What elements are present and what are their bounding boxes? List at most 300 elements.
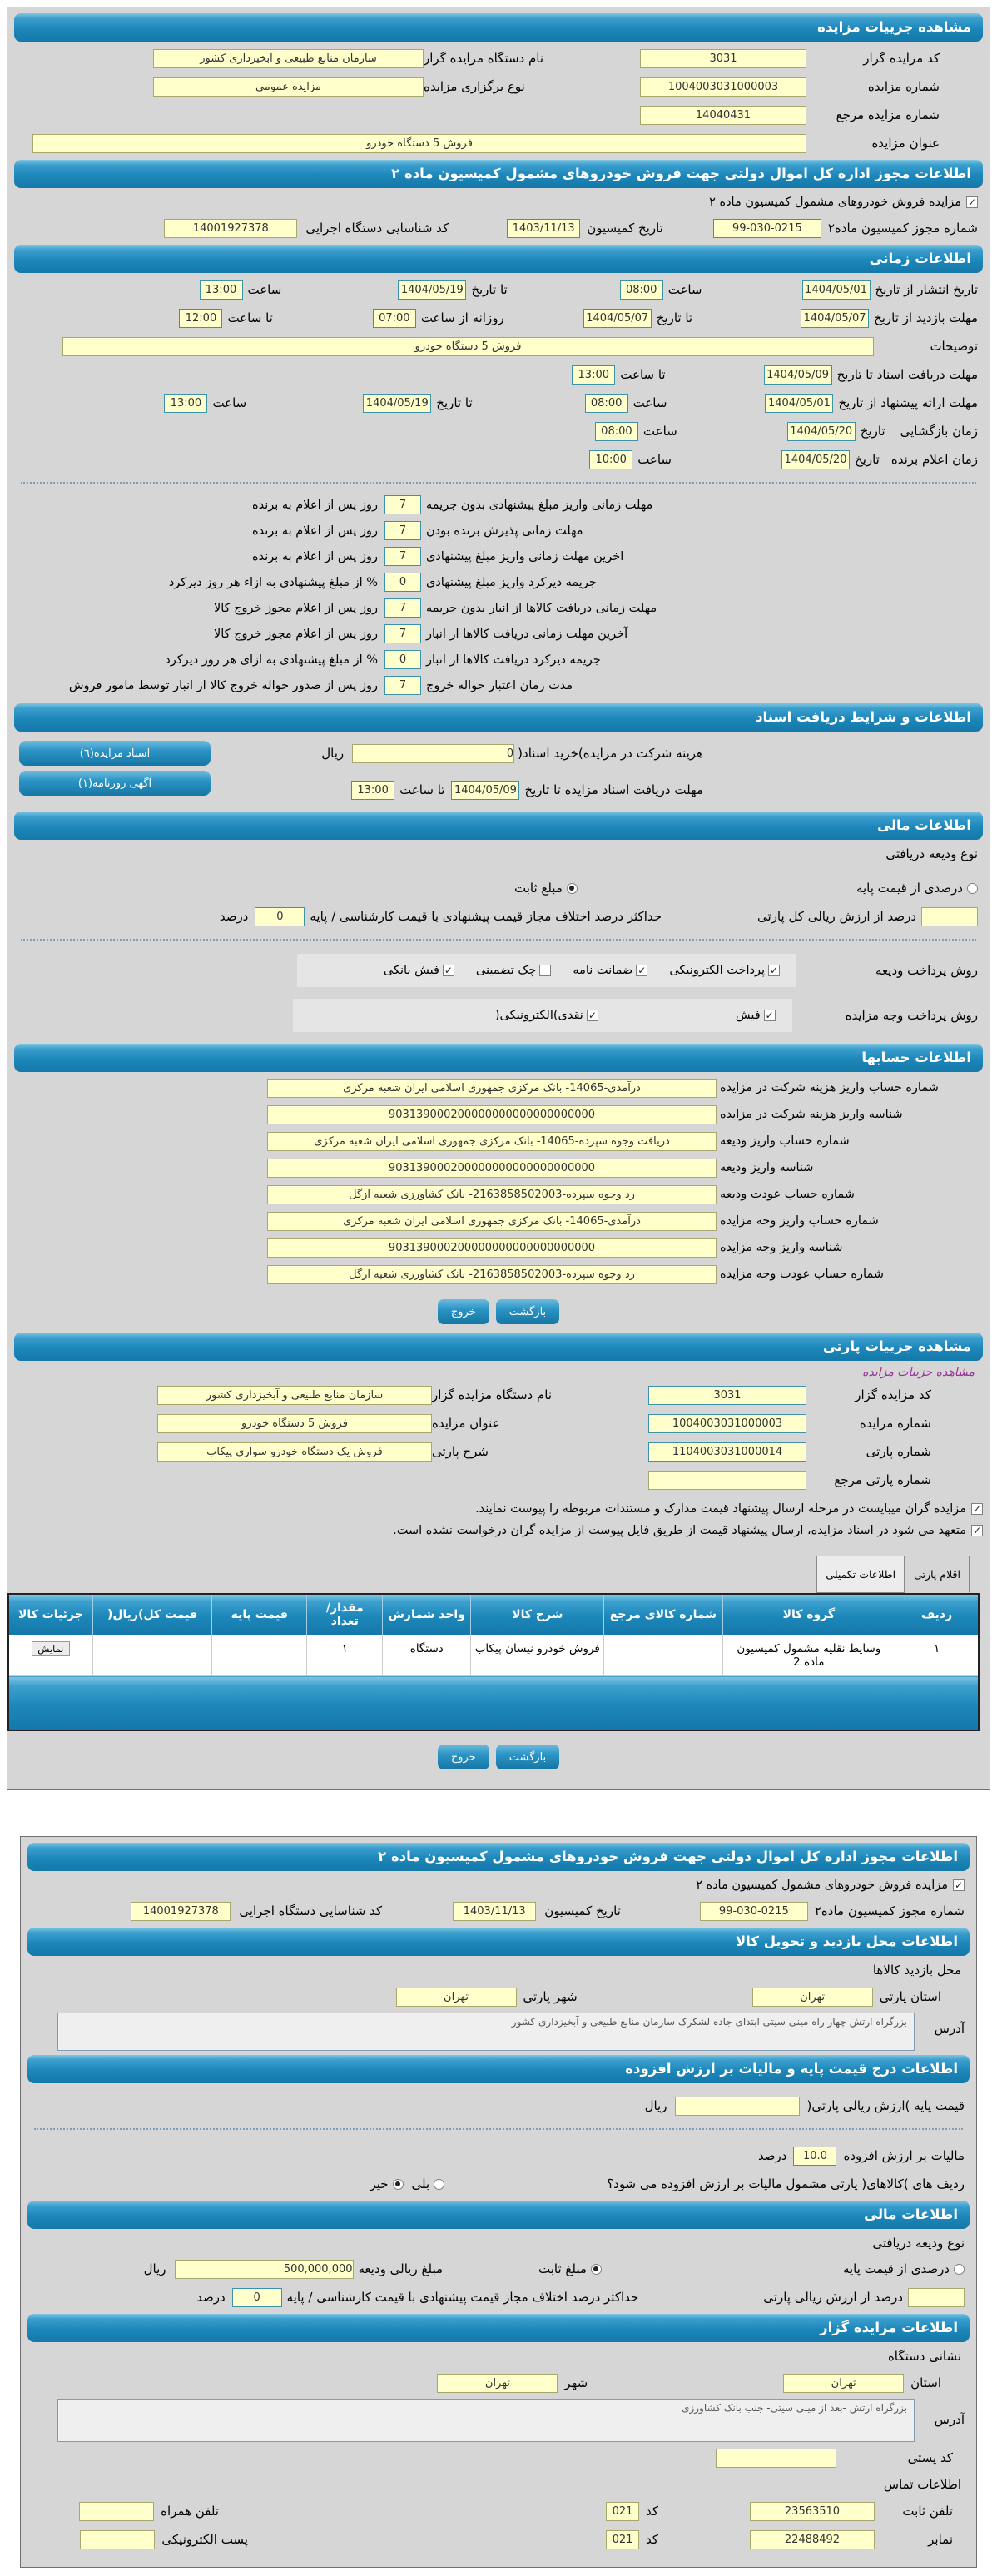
auction-number-field[interactable]: 1004003031000003 bbox=[640, 77, 806, 97]
secured-check-checkbox[interactable] bbox=[539, 965, 551, 976]
visit-to-date-field[interactable]: 1404/05/07 bbox=[583, 309, 652, 328]
penalty-row bbox=[19, 571, 709, 593]
fax-code-label: کد bbox=[645, 2532, 658, 2547]
accounts-block bbox=[9, 1076, 988, 1286]
account-row bbox=[19, 1263, 978, 1286]
commission2-date-field[interactable]: 1403/11/13 bbox=[453, 1902, 536, 1921]
permit2-checkbox-row bbox=[32, 1875, 965, 1895]
docs-receive-hour-label: تا ساعت bbox=[620, 367, 666, 382]
auctioneer-name-label: نام دستگاه مزایده گزار bbox=[424, 51, 544, 66]
col-ref-number: شماره کالای مرجع bbox=[604, 1594, 722, 1635]
penalty-row bbox=[19, 674, 709, 697]
deposit-amount-field[interactable]: 500,000,000 bbox=[175, 2260, 354, 2279]
col-goods-details: جزئیات کالا bbox=[8, 1594, 92, 1635]
penalty-value-field[interactable]: 0 bbox=[384, 573, 421, 592]
party-row-2 bbox=[19, 1411, 978, 1436]
fish-checkbox[interactable] bbox=[764, 1010, 776, 1021]
docs-deadline-date-field[interactable]: 1404/05/09 bbox=[451, 781, 519, 800]
penalty-label: مهلت زمانی دریافت کالاها از انبار بدون جریمه bbox=[426, 601, 657, 615]
docs-receive-date-field[interactable]: 1404/05/09 bbox=[764, 365, 832, 385]
winner-date-field[interactable]: 1404/05/20 bbox=[781, 450, 850, 469]
docs-terms-block bbox=[19, 736, 978, 807]
daily-from-hour-label: روزانه از ساعت bbox=[420, 310, 504, 325]
percent-of-base-radio-2[interactable] bbox=[954, 2264, 965, 2275]
deposit2-radio-row bbox=[32, 2256, 965, 2281]
vat-no-radio[interactable] bbox=[393, 2179, 404, 2190]
party-province-field[interactable]: تهران bbox=[752, 1988, 873, 2007]
divider bbox=[34, 2128, 963, 2130]
offer-to-date-field[interactable]: 1404/05/19 bbox=[363, 394, 431, 413]
cell-quantity: ۱ bbox=[307, 1635, 383, 1676]
offer-label: مهلت ارائه پیشنهاد از تاریخ bbox=[838, 395, 978, 410]
exec-code-field[interactable]: 14001927378 bbox=[164, 219, 297, 238]
party-checkbox-row-2 bbox=[14, 1521, 983, 1541]
cell-total-price bbox=[92, 1635, 212, 1676]
penalty-value-field[interactable]: 7 bbox=[384, 624, 421, 643]
docs-receive-row bbox=[19, 362, 978, 387]
base-price-row bbox=[32, 2093, 965, 2118]
party-auction-title-label: عنوان مزایده bbox=[432, 1416, 500, 1431]
account-value-field[interactable]: درآمدی-14065- بانک مرکزی جمهوری اسلامی ایران شعبه مرکزی bbox=[267, 1079, 717, 1098]
base-price-field[interactable] bbox=[675, 2097, 800, 2116]
permit2-no-label: شماره مجوز کمیسیون ماده۲ bbox=[814, 1903, 965, 1918]
article2-auction-checkbox[interactable] bbox=[966, 196, 978, 208]
account-label: شناسه واریز هزینه شرکت در مزایده bbox=[720, 1108, 903, 1121]
account-row bbox=[19, 1076, 978, 1099]
penalty-value-field[interactable]: 7 bbox=[384, 495, 421, 514]
publish-hour-label-2: ساعت bbox=[247, 282, 282, 297]
section-header-financial-1: اطلاعات مالی bbox=[14, 812, 983, 840]
guarantee-label: ضمانت نامه bbox=[573, 964, 633, 977]
fee-label: هزینه شرکت در مزایده)خرید اسناد( bbox=[518, 746, 703, 761]
no-file-request-checkbox[interactable] bbox=[971, 1525, 983, 1536]
account-row bbox=[19, 1209, 978, 1233]
commission-date-label: تاریخ کمیسیون bbox=[587, 221, 663, 236]
party-checkbox-row-1 bbox=[14, 1499, 983, 1519]
vat-yes-label: بلی bbox=[411, 2176, 430, 2191]
penalty-value-field[interactable]: 7 bbox=[384, 598, 421, 618]
account-value-field[interactable]: 903139000200000000000000000000 bbox=[267, 1105, 717, 1124]
epay-checkbox[interactable] bbox=[768, 965, 780, 976]
permit-no-label: شماره مجوز کمیسیون ماده۲ bbox=[827, 221, 978, 236]
penalty-suffix: % از مبلغ پیشنهادی به ازاء هر روز دیرکرد bbox=[168, 575, 378, 589]
vat-field[interactable]: 10.0 bbox=[793, 2147, 836, 2166]
publish-to-date-label: تا تاریخ bbox=[471, 282, 508, 297]
party-no-label: شماره پارتی bbox=[866, 1444, 931, 1459]
party-auction-no-field[interactable]: 1004003031000003 bbox=[648, 1414, 806, 1433]
col-quantity: مقدار/ تعداد bbox=[307, 1594, 383, 1635]
deposit2-percent-field[interactable] bbox=[908, 2288, 965, 2307]
col-unit: واحد شمارش bbox=[383, 1594, 471, 1635]
postal-code-label: کد پستی bbox=[907, 2450, 953, 2465]
visit-date-label: مهلت بازدید از تاریخ bbox=[874, 310, 978, 325]
deposit-payment-options bbox=[297, 954, 796, 987]
exit-button[interactable]: خروج bbox=[438, 1299, 489, 1324]
auction-basic-row-2 bbox=[19, 74, 978, 99]
party-address-field[interactable]: بزرگراه ارتش چهار راه مینی سیتی ابتدای جاده لشکرک سازمان منابع طبیعی و آبخیزداری کشور bbox=[57, 2013, 915, 2051]
section-header-accounts: اطلاعات حسابها bbox=[14, 1044, 983, 1072]
percent-of-base-label-2: درصدی از قیمت پایه bbox=[842, 2261, 950, 2276]
exec-code-label: کد شناسایی دستگاه اجرایی bbox=[305, 221, 449, 236]
org-city-label: شهر bbox=[564, 2375, 588, 2390]
fee-row bbox=[211, 741, 978, 766]
cash-electronic-checkbox[interactable] bbox=[587, 1010, 598, 1021]
auction-basic-row-1 bbox=[19, 46, 978, 71]
fax-field[interactable]: 22488492 bbox=[750, 2530, 875, 2549]
penalty-row bbox=[19, 545, 709, 568]
party-row-4 bbox=[19, 1467, 978, 1492]
description-row bbox=[19, 334, 978, 359]
auctioneer-code-field[interactable]: 3031 bbox=[640, 49, 806, 68]
penalty-row bbox=[19, 648, 709, 671]
auction-basic-row-4 bbox=[19, 131, 978, 156]
guarantee-checkbox[interactable] bbox=[636, 965, 647, 976]
docs-side-buttons bbox=[19, 736, 211, 807]
docs-deadline-label: مهلت دریافت اسناد مزایده تا تاریخ bbox=[524, 782, 703, 797]
org-address-field[interactable]: بزرگراه ارتش -بعد از مینی سیتی- جنب بانک کشاورزی bbox=[57, 2399, 915, 2442]
penalty-label: مهلت زمانی واریز مبلغ پیشنهادی بدون جریمه bbox=[426, 498, 653, 512]
visit-to-date-label: تا تاریخ bbox=[656, 310, 693, 325]
docs-deadline-hour-label: تا ساعت bbox=[399, 782, 445, 797]
auction-details-link[interactable]: مشاهده جزییات مزایده bbox=[862, 1366, 975, 1379]
auction-documents-button[interactable]: اسناد مزایده(٦) bbox=[19, 741, 211, 766]
auction-title-field[interactable]: فروش 5 دستگاه خودرو bbox=[32, 134, 806, 153]
attach-docs-checkbox[interactable] bbox=[971, 1503, 983, 1515]
publish-from-date-field[interactable]: 1404/05/01 bbox=[802, 280, 871, 300]
table-footer-band bbox=[8, 1676, 979, 1731]
winner-label: زمان اعلام برنده bbox=[890, 452, 978, 467]
fixed-amount-label-2: مبلغ ثابت bbox=[538, 2261, 587, 2276]
penalty-label: مهلت زمانی پذیرش برنده بودن bbox=[426, 524, 583, 538]
penalty-row bbox=[19, 494, 709, 516]
visit-to-hour-label: تا ساعت bbox=[227, 310, 273, 325]
epay-label: پرداخت الکترونیکی bbox=[669, 964, 765, 977]
publish-to-time-field[interactable]: 13:00 bbox=[200, 280, 243, 300]
max-diff-field[interactable]: 0 bbox=[255, 907, 305, 926]
article2-auction-label: مزایده فروش خودروهای مشمول کمیسیون ماده ۲ bbox=[709, 196, 961, 209]
party-province-label: استان پارتی bbox=[879, 1989, 941, 2004]
email-label: پست الکترونیکی bbox=[161, 2532, 248, 2547]
fixed-amount-label: مبلغ ثابت bbox=[514, 881, 563, 896]
max-diff-field-2[interactable]: 0 bbox=[232, 2288, 282, 2307]
back-button[interactable]: بازگشت bbox=[496, 1299, 559, 1324]
auction-type-field[interactable]: مزایده عمومی bbox=[153, 77, 424, 97]
permit2-row bbox=[32, 1898, 965, 1923]
docs-deadline-time-field[interactable]: 13:00 bbox=[351, 781, 394, 800]
penalty-suffix: روز پس از اعلام مجوز خروج کالا bbox=[213, 627, 378, 641]
penalty-value-field[interactable]: 7 bbox=[384, 521, 421, 540]
postal-code-field[interactable] bbox=[716, 2449, 836, 2468]
offer-to-time-field[interactable]: 13:00 bbox=[164, 394, 207, 413]
party-auctioneer-code-label: کد مزایده گزار bbox=[855, 1387, 931, 1402]
panel1-buttons bbox=[9, 1299, 988, 1324]
penalty-suffix: روز پس از اعلام به برنده bbox=[251, 549, 378, 563]
vat-question-row bbox=[32, 2171, 965, 2196]
contact-info-title: اطلاعات تماس bbox=[883, 2477, 961, 2492]
section-header-auction-details: مشاهده جزییات مزایده bbox=[14, 13, 983, 42]
deposit2-type-row bbox=[32, 2233, 965, 2253]
auction-title-label: عنوان مزایده bbox=[871, 136, 940, 151]
offer-from-time-field[interactable]: 08:00 bbox=[585, 394, 628, 413]
org-city-field[interactable]: تهران bbox=[437, 2374, 558, 2393]
tab-party-items[interactable]: اقلام پارتی bbox=[905, 1556, 970, 1593]
exec2-code-label: کد شناسایی دستگاه اجرایی bbox=[239, 1903, 383, 1918]
opening-row bbox=[19, 419, 978, 444]
party-city-field[interactable]: تهران bbox=[396, 1988, 517, 2007]
mobile-label: تلفن همراه bbox=[161, 2504, 219, 2519]
vat-label: مالیات بر ارزش افزوده bbox=[843, 2148, 965, 2163]
fixed-amount-radio[interactable] bbox=[567, 883, 578, 894]
winner-row bbox=[19, 447, 978, 472]
article2-auction-checkbox-2[interactable] bbox=[953, 1879, 965, 1891]
fee-rial-label: ریال bbox=[321, 746, 345, 761]
max-diff-label: حداکثر درصد اختلاف مجاز قیمت پیشنهادی با قیمت کارشناسی / پایه bbox=[310, 909, 662, 924]
cash-electronic-label: نقدی)الکترونیکی( bbox=[494, 1009, 583, 1022]
visit-from-time-field[interactable]: 07:00 bbox=[373, 309, 416, 328]
deposit-percent-row bbox=[19, 904, 978, 929]
account-value-field[interactable]: 903139000200000000000000000000 bbox=[267, 1159, 717, 1178]
account-row bbox=[19, 1156, 978, 1179]
auction-payment-options bbox=[293, 999, 792, 1032]
penalty-label: جریمه دیرکرد واریز مبلغ پیشنهادی bbox=[426, 575, 597, 589]
deposit-type-row bbox=[19, 844, 978, 864]
auctioneer-code-label: کد مزایده گزار bbox=[863, 51, 940, 66]
penalty-row bbox=[19, 623, 709, 645]
party-row-3 bbox=[19, 1439, 978, 1464]
account-value-field[interactable]: درآمدی-14065- بانک مرکزی جمهوری اسلامی ایران شعبه مرکزی bbox=[267, 1212, 717, 1231]
winner-hour-label: ساعت bbox=[637, 452, 672, 467]
party-ref-label: شماره پارتی مرجع bbox=[834, 1472, 931, 1487]
penalty-block bbox=[9, 494, 988, 697]
deposit-percent-field[interactable] bbox=[921, 907, 978, 926]
vat-question-label: ردیف های )کالاهای( پارتی مشمول مالیات بر ارزش افزوده می شود؟ bbox=[607, 2176, 965, 2191]
publish-date-row bbox=[19, 277, 978, 302]
deposit2-type-label: نوع ودیعه دریافتی bbox=[872, 2236, 965, 2251]
party-city-label: شهر پارتی bbox=[523, 1989, 578, 2004]
penalty-label: مدت زمان اعتبار حواله خروج bbox=[426, 678, 573, 692]
winner-date-word: تاریخ bbox=[855, 452, 880, 467]
party-auctioneer-name-label: نام دستگاه مزایده گزار bbox=[432, 1387, 553, 1402]
phone-field[interactable]: 23563510 bbox=[750, 2502, 875, 2521]
party-items-table bbox=[7, 1593, 980, 1731]
party-row-1 bbox=[19, 1382, 978, 1407]
secured-check-label: چک تضمینی bbox=[475, 964, 537, 977]
tab-extra-info[interactable]: اطلاعات تکمیلی bbox=[816, 1556, 905, 1593]
visit-date-row bbox=[19, 305, 978, 330]
fax-row bbox=[32, 2527, 965, 2552]
party-address-label: آدرس bbox=[934, 2021, 965, 2036]
commission-date-field[interactable]: 1403/11/13 bbox=[507, 219, 580, 238]
org-address-row bbox=[32, 2399, 965, 2442]
deposit2-percent-row bbox=[32, 2285, 965, 2310]
opening-date-field[interactable]: 1404/05/20 bbox=[787, 422, 856, 441]
deposit-amount-label: مبلغ ریالی ودیعه bbox=[358, 2261, 443, 2276]
auction-ref-field[interactable]: 14040431 bbox=[640, 106, 806, 125]
account-label: شماره حساب عودت وجه مزایده bbox=[720, 1268, 884, 1281]
description-field[interactable]: فروش 5 دستگاه خودرو bbox=[62, 337, 874, 356]
org-address-title: نشانی دستگاه bbox=[887, 2349, 961, 2364]
deposit-percent-label: درصد از ارزش ریالی کل پارتی bbox=[757, 909, 916, 924]
base-price-rial-label: ریال bbox=[644, 2098, 667, 2113]
account-value-field[interactable]: رد وجوه سپرده-2163858502003- بانک کشاورزی شعبه ازگل bbox=[267, 1185, 717, 1204]
cell-goods-group: وسایط نقلیه مشمول کمیسیون ماده 2 bbox=[722, 1635, 895, 1676]
bank-slip-checkbox[interactable] bbox=[443, 965, 454, 976]
percent-of-base-label: درصدی از قیمت پایه bbox=[856, 881, 963, 896]
section-header-party-details: مشاهده جزییات پارتی bbox=[14, 1333, 983, 1361]
offer-from-date-field[interactable]: 1404/05/01 bbox=[765, 394, 833, 413]
auction-ref-label: شماره مزایده مرجع bbox=[836, 107, 940, 122]
publish-from-time-field[interactable]: 08:00 bbox=[620, 280, 663, 300]
show-details-button[interactable]: نمایش bbox=[32, 1641, 69, 1656]
opening-time-field[interactable]: 08:00 bbox=[595, 422, 638, 441]
exit-button[interactable]: خروج bbox=[438, 1745, 489, 1769]
description-label: توضیحات bbox=[930, 339, 978, 354]
party-auctioneer-name-field[interactable]: سازمان منابع طبیعی و آبخیزداری کشور bbox=[157, 1386, 432, 1405]
party-auction-title-field[interactable]: فروش 5 دستگاه خودرو bbox=[157, 1414, 432, 1433]
section-header-timing: اطلاعات زمانی bbox=[14, 245, 983, 273]
permit-no-field[interactable]: 99-030-0215 bbox=[713, 219, 821, 238]
phone-row bbox=[32, 2499, 965, 2524]
mobile-field[interactable] bbox=[79, 2502, 154, 2521]
auction-detail-panel bbox=[7, 7, 990, 1790]
auction-type-label: نوع برگزاری مزایده bbox=[424, 79, 525, 94]
docs-receive-label: مهلت دریافت اسناد تا تاریخ bbox=[836, 367, 978, 382]
account-label: شماره حساب واریز هزینه شرکت در مزایده bbox=[720, 1081, 939, 1094]
account-row bbox=[19, 1103, 978, 1126]
penalty-row bbox=[19, 519, 709, 542]
vat-row bbox=[32, 2143, 965, 2168]
account-value-field[interactable]: دریافت وجوه سپرده-14065- بانک مرکزی جمهوری اسلامی ایران شعبه مرکزی bbox=[267, 1132, 717, 1151]
exec2-code-field[interactable]: 14001927378 bbox=[131, 1902, 231, 1921]
auction-payment-row bbox=[19, 999, 978, 1032]
penalty-label: اخرین مهلت زمانی واریز مبلغ پیشنهادی bbox=[426, 549, 624, 563]
phone-label: تلفن ثابت bbox=[902, 2504, 953, 2519]
publish-to-date-field[interactable]: 1404/05/19 bbox=[398, 280, 466, 300]
penalty-suffix: روز پس از اعلام مجوز خروج کالا bbox=[213, 601, 378, 615]
opening-date-word: تاریخ bbox=[860, 424, 885, 439]
party-ref-field[interactable] bbox=[648, 1471, 806, 1490]
penalty-row bbox=[19, 597, 709, 619]
party-permit-panel bbox=[20, 1836, 977, 2568]
deposit-payment-label: روش پرداخت ودیعه bbox=[875, 963, 978, 978]
col-goods-group: گروه کالا bbox=[722, 1594, 895, 1635]
cell-goods-desc: فروش خودرو نیسان پیکاب bbox=[471, 1635, 604, 1676]
account-row bbox=[19, 1129, 978, 1153]
divider bbox=[21, 939, 976, 941]
fixed-amount-radio-2[interactable] bbox=[591, 2264, 602, 2275]
phone-code-label: کد bbox=[645, 2504, 658, 2519]
opening-hour-label: ساعت bbox=[642, 424, 677, 439]
visit-address-row bbox=[32, 2013, 965, 2051]
fax-code-field[interactable]: 021 bbox=[606, 2530, 639, 2549]
auction-payment-label: روش پرداخت وجه مزایده bbox=[845, 1008, 978, 1023]
account-row bbox=[19, 1236, 978, 1259]
deposit-payment-row bbox=[19, 954, 978, 987]
percent-of-base-radio[interactable] bbox=[967, 883, 978, 894]
email-field[interactable] bbox=[80, 2530, 155, 2549]
permit2-no-field[interactable]: 99-030-0215 bbox=[700, 1902, 808, 1921]
party-auctioneer-code-field[interactable]: 3031 bbox=[648, 1386, 806, 1405]
vat-no-label: خیر bbox=[370, 2176, 389, 2191]
vat-yes-radio[interactable] bbox=[434, 2179, 444, 2190]
penalty-value-field[interactable]: 0 bbox=[384, 650, 421, 669]
penalty-suffix: روز پس از اعلام به برنده bbox=[251, 524, 378, 538]
section-header-permit-2: اطلاعات مجوز اداره کل اموال دولتی جهت فروش خودروهای مشمول کمیسیون ماده ۲ bbox=[27, 1843, 970, 1871]
deposit-type-label: نوع ودیعه دریافتی bbox=[885, 846, 978, 861]
col-base-price: قیمت پایه bbox=[212, 1594, 307, 1635]
section-header-visit-place: اطلاعات محل بازدید و تحویل کالا bbox=[27, 1928, 970, 1956]
bank-slip-label: فیش بانکی bbox=[383, 964, 439, 977]
account-value-field[interactable]: رد وجوه سپرده-2163858502003- بانک کشاورزی شعبه ازگل bbox=[267, 1265, 717, 1284]
penalty-value-field[interactable]: 7 bbox=[384, 676, 421, 695]
penalty-suffix: % از مبلغ پیشنهادی به ازای هر روز دیرکرد bbox=[165, 653, 378, 667]
cell-base-price bbox=[212, 1635, 307, 1676]
permit-checkbox-row bbox=[19, 192, 978, 212]
fee-field[interactable]: 0 bbox=[352, 744, 514, 763]
offer-to-date-label: تا تاریخ bbox=[436, 395, 473, 410]
org-province-field[interactable]: تهران bbox=[783, 2374, 904, 2393]
account-value-field[interactable]: 903139000200000000000000000000 bbox=[267, 1238, 717, 1258]
party-desc-field[interactable]: فروش یک دستگاه خودرو سواری پیکاب bbox=[157, 1442, 432, 1462]
auctioneer-name-field[interactable]: سازمان منابع طبیعی و آبخیزداری کشور bbox=[153, 49, 424, 68]
party-desc-label: شرح پارتی bbox=[432, 1444, 489, 1459]
newspaper-ad-button[interactable]: آگهی روزنامه(١) bbox=[19, 771, 211, 796]
org-province-label: استان bbox=[910, 2375, 941, 2390]
party-no-field[interactable]: 1104003031000014 bbox=[648, 1442, 806, 1462]
cell-ref-number bbox=[604, 1635, 722, 1676]
article2-auction-label-2: مزایده فروش خودروهای مشمول کمیسیون ماده ۲ bbox=[696, 1879, 948, 1892]
back-button[interactable]: بازگشت bbox=[496, 1745, 559, 1769]
auction-number-label: شماره مزایده bbox=[867, 79, 940, 94]
visit-to-time-field[interactable]: 12:00 bbox=[179, 309, 222, 328]
visit-province-row bbox=[32, 1984, 965, 2009]
cell-row-index: ۱ bbox=[895, 1635, 979, 1676]
attach-docs-label: مزایده گران میبایست در مرحله ارسال پیشنهاد قیمت مدارک و مستندات مربوطه را پیوست نمایند. bbox=[475, 1502, 966, 1516]
account-row bbox=[19, 1183, 978, 1206]
no-file-request-label: متعهد می شود در اسناد مزایده، ارسال پیشنهاد قیمت از طریق فایل پیوست از مزایده گران درخواست نشده است. bbox=[393, 1524, 966, 1537]
deposit-radio-row bbox=[19, 876, 978, 901]
fish-label: فیش bbox=[735, 1009, 761, 1022]
penalty-suffix: روز پس از اعلام به برنده bbox=[251, 498, 378, 512]
permit-row bbox=[19, 216, 978, 241]
base-price-label: قیمت پایه )ارزش ریالی پارتی( bbox=[806, 2098, 965, 2113]
penalty-label: جریمه دیرکرد دریافت کالاها از انبار bbox=[426, 653, 601, 667]
account-label: شماره حساب واریز وجه مزایده bbox=[720, 1214, 879, 1228]
cell-unit: دستگاه bbox=[383, 1635, 471, 1676]
penalty-suffix: روز پس از صدور حواله خروج کالا از انبار توسط مامور فروش bbox=[68, 678, 378, 692]
max-diff-unit-label: درصد bbox=[219, 909, 249, 924]
account-label: شماره حساب عودت ودیعه bbox=[720, 1188, 855, 1201]
commission2-date-label: تاریخ کمیسیون bbox=[544, 1903, 621, 1918]
penalty-value-field[interactable]: 7 bbox=[384, 547, 421, 566]
visit-from-date-field[interactable]: 1404/05/07 bbox=[801, 309, 869, 328]
section-header-docs-terms: اطلاعات و شرایط دریافت اسناد bbox=[14, 703, 983, 732]
winner-time-field[interactable]: 10:00 bbox=[589, 450, 632, 469]
col-goods-desc: شرح کالا bbox=[471, 1594, 604, 1635]
account-label: شماره حساب واریز ودیعه bbox=[720, 1134, 850, 1148]
party-tabs bbox=[21, 1556, 976, 1593]
section-header-base-price-vat: اطلاعات درج قیمت پایه و مالیات بر ارزش افزوده bbox=[27, 2055, 970, 2083]
org-address-label: آدرس bbox=[934, 2412, 965, 2427]
docs-receive-time-field[interactable]: 13:00 bbox=[572, 365, 615, 385]
panel2-buttons bbox=[9, 1745, 988, 1769]
phone-code-field[interactable]: 021 bbox=[606, 2502, 639, 2521]
postal-code-row bbox=[32, 2445, 965, 2470]
max-diff-label-2: حداکثر درصد اختلاف مجاز قیمت پیشنهادی با قیمت کارشناسی / پایه bbox=[286, 2290, 639, 2305]
visit-place-title: محل بازدید کالاها bbox=[872, 1963, 961, 1978]
offer-hour-label-2: ساعت bbox=[212, 395, 247, 410]
org-province-row bbox=[32, 2370, 965, 2395]
